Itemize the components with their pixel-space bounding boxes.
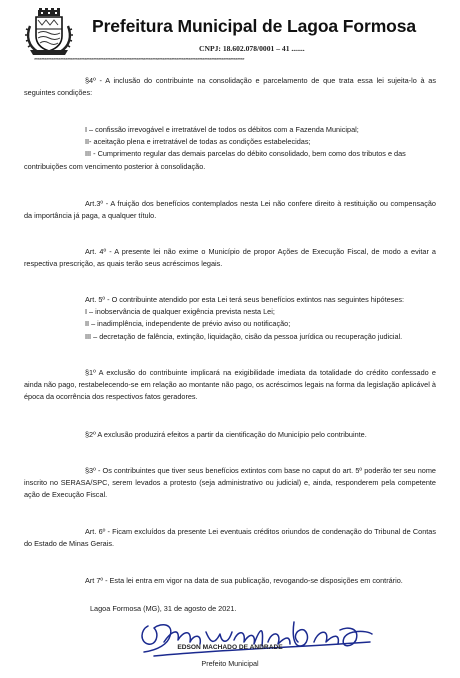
paragraph-3: §3º - Os contribuintes que tiver seus benefícios extintos com base no caput do art. 5º poderão ter seu nome inscrito no SERASA/SPC, serem levados a protesto (seja administrativo ou judicial) e, ainda, responderem pela competente ação de Execução Fiscal. [24, 466, 436, 500]
cnpj-number: CNPJ: 18.602.078/0001 – 41 ....... [199, 44, 305, 53]
signer-role: Prefeito Municipal [201, 659, 259, 668]
list-item: III – decretação de falência, extinção, liquidação, cisão da pessoa jurídica ou recuperação judicial. [85, 331, 403, 341]
municipal-coat-of-arms-icon [24, 8, 74, 58]
paragraph-1: §1º A exclusão do contribuinte implicará na exigibilidade imediata da totalidade do crédito confessado e ainda não pago, restabelecendo-se em relação ao montante não pago, os acréscimos legais na forma da legislação aplicável à época da ocorrência dos respectivos fatos geradores. [24, 368, 436, 402]
article-7: Art 7º - Esta lei entra em vigor na data de sua publicação, revogando-se disposições em contrário. [85, 576, 403, 585]
article-5-heading: Art. 5º - O contribuinte atendido por esta Lei terá seus benefícios extintos nas seguintes hipóteses: [85, 295, 405, 304]
paragraph-4-conditions-continued: contribuições com vencimento posterior à consolidação. [24, 162, 206, 171]
page-title: Prefeitura Municipal de Lagoa Formosa [92, 16, 417, 36]
article-6: Art. 6º - Ficam excluídos da presente Lei eventuais créditos oriundos de condenação do Tribunal de Contas do Estado de Minas Gerais. [24, 527, 436, 549]
list-item: III - Cumprimento regular das demais parcelas do débito consolidado, bem como dos tributos e das [85, 149, 406, 159]
signer-name: EDSON MACHADO DE ANDRADE [177, 644, 283, 651]
handwritten-signature-icon [134, 612, 384, 660]
list-item: I – confissão irrevogável e irretratável de todos os débitos com a Fazenda Municipal; [85, 125, 359, 134]
list-item: I – inobservância de qualquer exigência prevista nesta Lei; [85, 307, 275, 317]
header-separator: ************************************************************************************************************************* [34, 58, 244, 64]
paragraph-4: §4º - A inclusão do contribuinte na consolidação e parcelamento de que trata essa lei sujeita-lo à as seguintes condições: [24, 76, 436, 98]
list-item: II – inadimplência, independente de prévio aviso ou notificação; [85, 319, 291, 329]
paragraph-2: §2º A exclusão produzirá efeitos a partir da cientificação do Município pelo contribuinte. [85, 430, 367, 439]
list-item: II- aceitação plena e irretratável de todas as condições estabelecidas; [85, 137, 311, 147]
date-line: Lagoa Formosa (MG), 31 de agosto de 2021. [90, 604, 237, 613]
article-4: Art. 4º - A presente lei não exime o Município de propor Ações de Execução Fiscal, de modo a evitar a respectiva prescrição, as quais terão seus acréscimos legais. [24, 247, 436, 269]
article-5 [85, 294, 404, 343]
paragraph-4-conditions [85, 124, 406, 161]
article-3: Art.3º - A fruição dos benefícios contemplados nesta Lei não confere direito à restituição ou compensação da importância já paga, a qualquer título. [24, 199, 436, 221]
